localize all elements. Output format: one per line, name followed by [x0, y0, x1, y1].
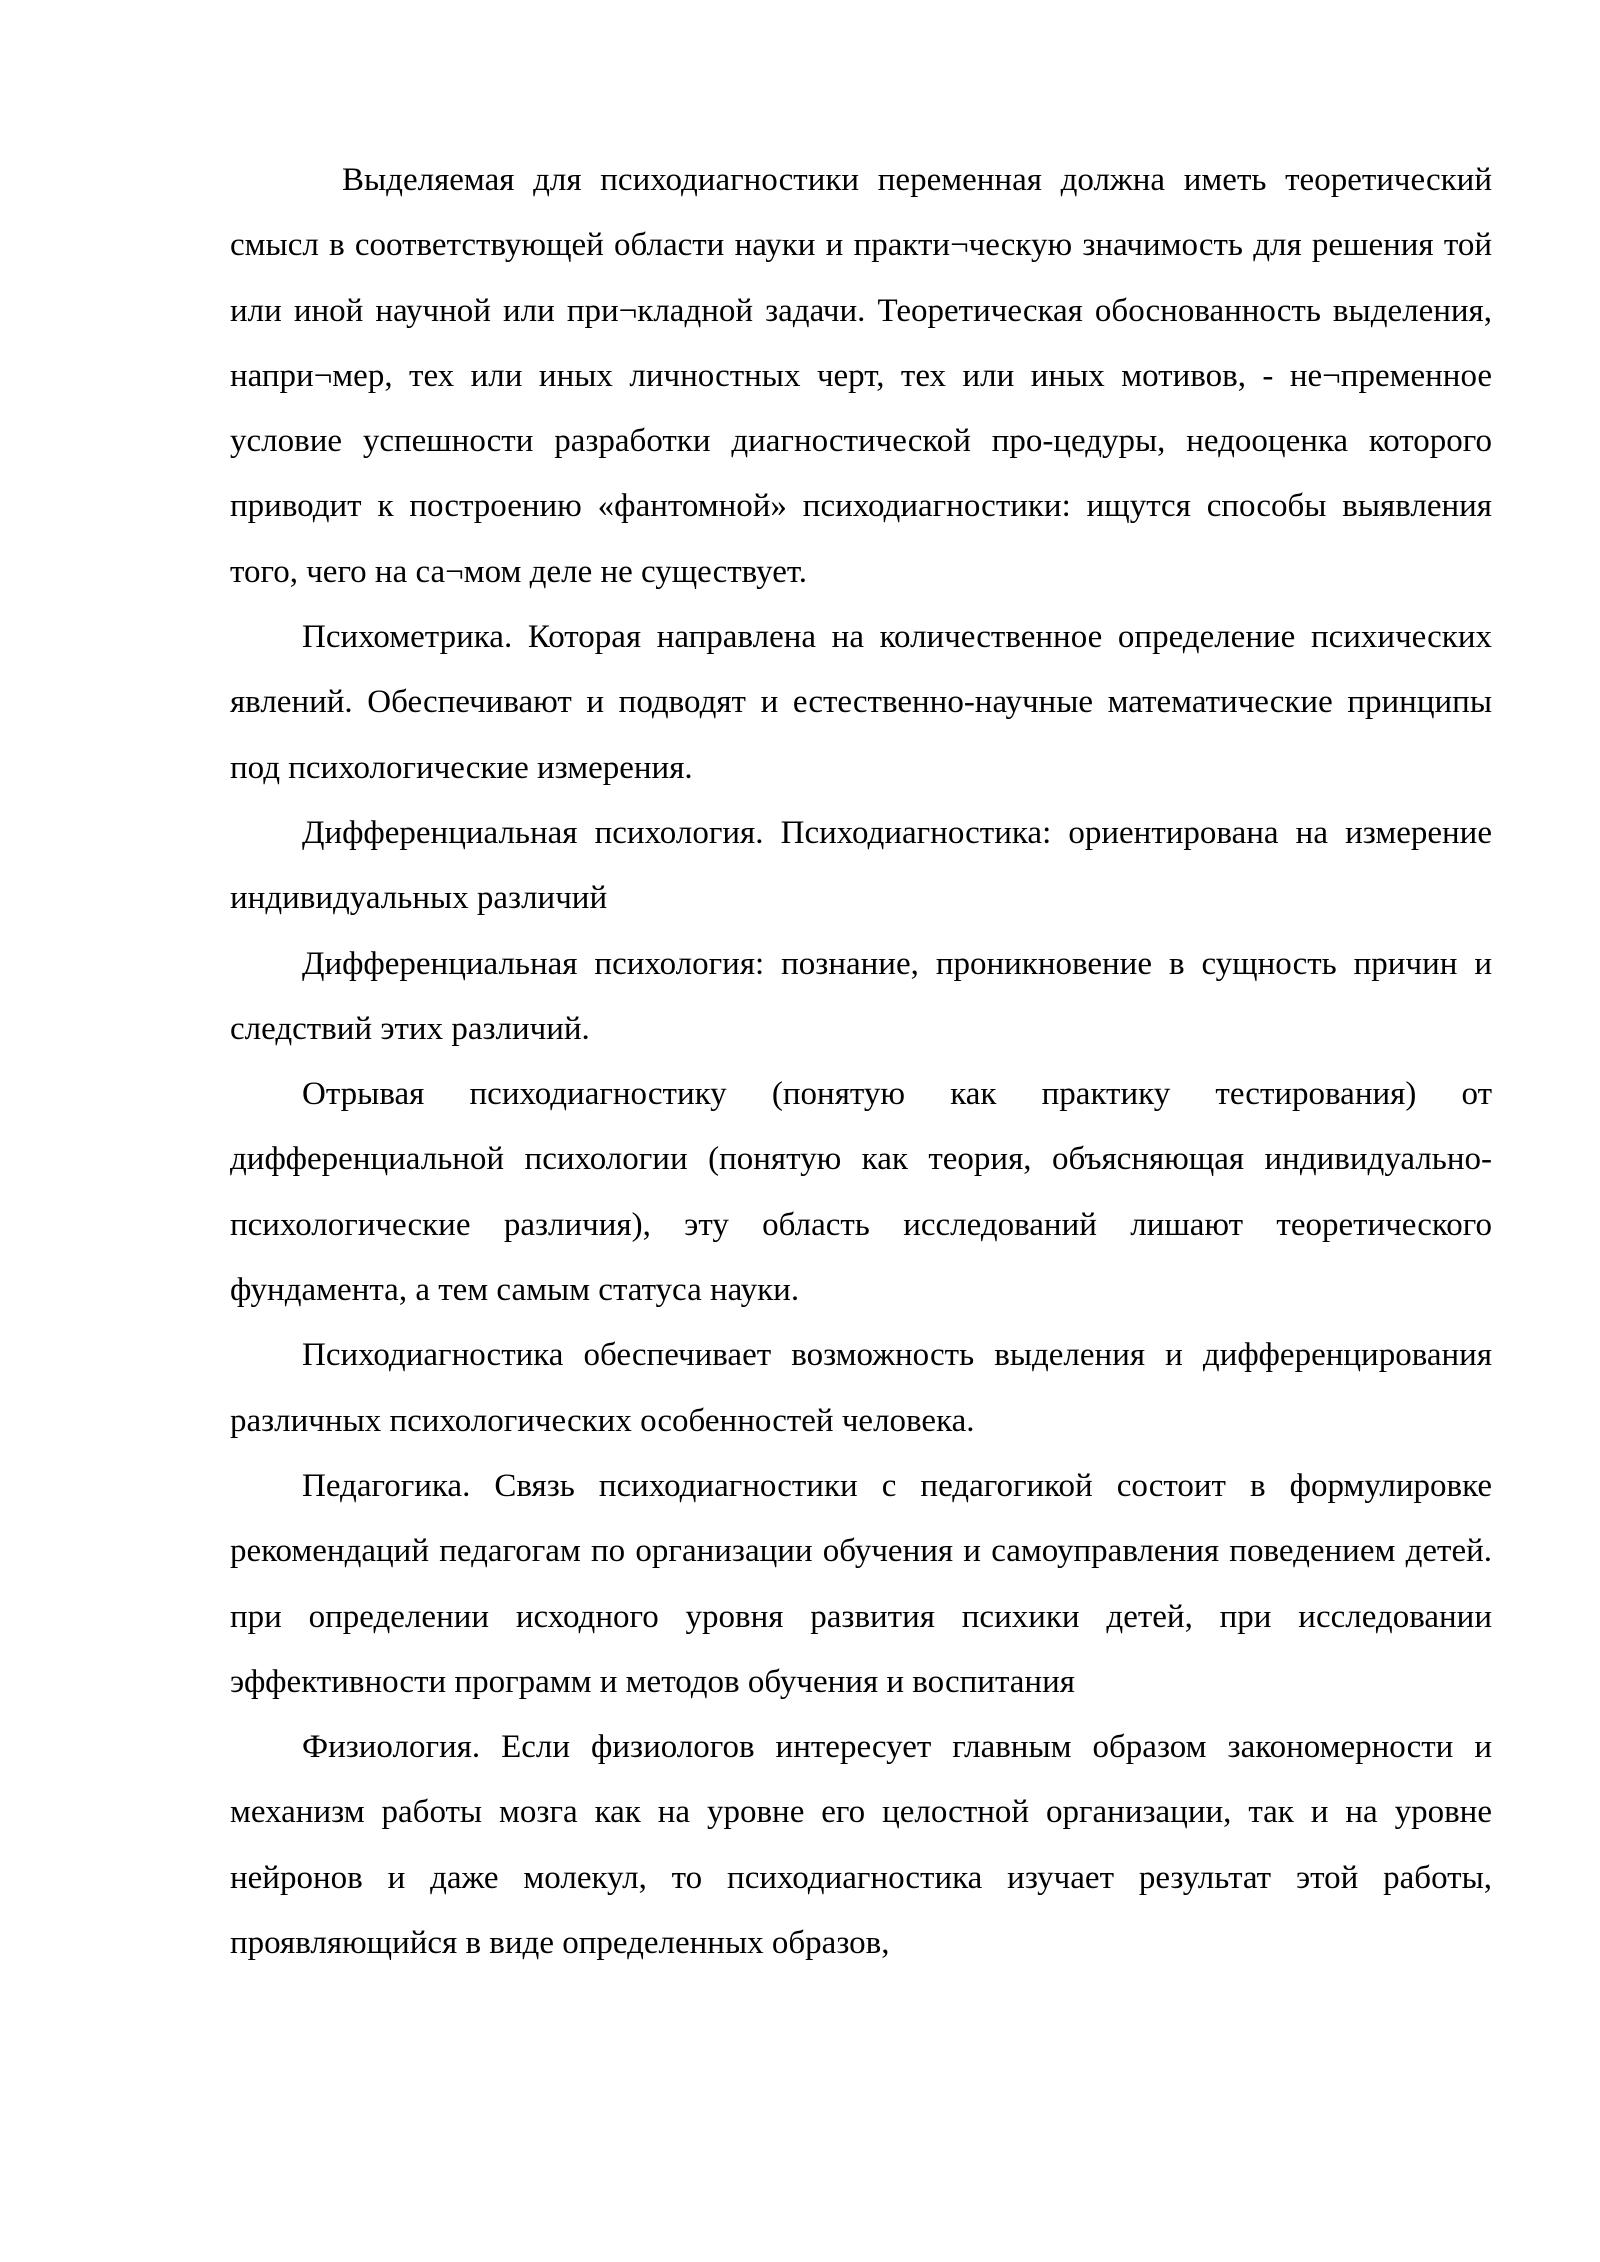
paragraph-psychometrics: Психометрика. Которая направлена на количественное определение психических явлений. Обеспечивают и подводят и естественно-научные математические принципы под психологические измерения.	[230, 619, 1492, 786]
paragraph-differential-psychology-1: Дифференциальная психология. Психодиагностика: ориентирована на измерение индивидуальных различий	[230, 814, 1492, 917]
paragraph-pedagogy: Педагогика. Связь психодиагностики с педагогикой состоит в формулировке рекомендаций педагогам по организации обучения и самоуправления поведением детей. при определении исходного уровня развития психики детей, при исследовании эффективности программ и методов обучения и воспитания	[230, 1467, 1492, 1700]
paragraph-separating-psychodiagnostics: Отрывая психодиагностику (понятую как практику тестирования) от дифференциальной психологии (понятую как теория, объясняющая индивидуально-психологические различия), эту область исследований лишают теоретического фундамента, а тем самым статуса науки.	[230, 1076, 1492, 1309]
paragraph-physiology: Физиология. Если физиологов интересует главным образом закономерности и механизм работы мозга как на уровне его целостной организации, так и на уровне нейронов и даже молекул, то психодиагностика изучает результат этой работы, проявляющийся в виде определенных образов,	[230, 1729, 1492, 1962]
paragraph-differential-psychology-2: Дифференциальная психология: познание, проникновение в сущность причин и следствий этих различий.	[230, 945, 1492, 1047]
document-body	[230, 148, 1492, 1976]
paragraph-variable-meaning: Выделяемая для психодиагностики переменная должна иметь теоретический смысл в соответствующей области науки и практи¬ческую значимость для решения той или иной научной или при¬кладной задачи. Теоретическая обоснованность выделения, напри¬мер, тех или иных личностных черт, тех или иных мотивов, - не¬пременное условие успешности разработки диагностической про-цедуры, недооценка которого приводит к построению «фантомной» психодиагностики: ищутся способы выявления того, чего на са¬мом деле не существует.	[230, 162, 1492, 590]
paragraph-psychodiagnostics-provides: Психодиагностика обеспечивает возможность выделения и дифференцирования различных психологических особенностей человека.	[230, 1337, 1492, 1439]
